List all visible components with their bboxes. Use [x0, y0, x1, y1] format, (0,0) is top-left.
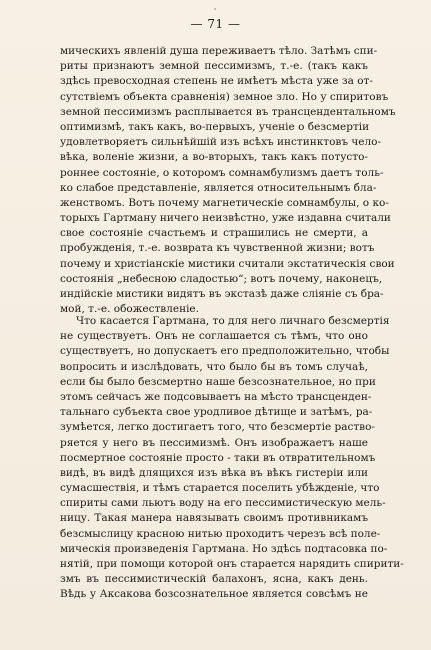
text-line: зумѣется, легко достигаетъ того, что безсмертіе раство-: [60, 421, 375, 434]
text-line: этомъ сейчасъ же подсовываетъ на мѣсто трансценден-: [60, 390, 372, 403]
text-line: женствомъ. Вотъ почему магнетическіе сомнамбулы, о ко-: [60, 196, 389, 209]
text-line: мическія произведенія Гартмана. Но здѣсь подтасовка по-: [60, 542, 388, 555]
text-line: пробужденія, т.-е. возврата къ чувственной жизни; вотъ: [60, 242, 375, 255]
text-line: нятій, при помощи которой онъ старается нарядить спирити-: [60, 558, 404, 570]
text-line: видѣ, въ видѣ длящихся изъ вѣка въ вѣкъ гистеріи или: [60, 466, 368, 479]
text-line: змъ въ пессимистическій балахонъ, ясна, какъ день.: [60, 573, 368, 586]
text-line: сумасшествія, и тѣмъ старается поселить убѣжденіе, что: [60, 482, 380, 495]
text-line: посмертное состояніе просто - таки въ отвратительномъ: [60, 451, 376, 464]
text-line: риты признаютъ земной пессимизмъ, т.-е. (такъ какъ: [60, 60, 368, 73]
text-line: состоянія „небесною сладостью“; вотъ почему, наконецъ,: [60, 272, 383, 285]
text-line: оптимизмѣ, такъ какъ, во-первыхъ, ученіе о безсмертіи: [60, 120, 370, 133]
text-line: почему и христіанскіе мистики считали экстатическія свои: [60, 257, 395, 270]
text-line: ряется у него въ пессимизмѣ. Онъ изображаетъ наше: [60, 436, 368, 449]
text-line: мическихъ явленій душа переживаетъ тѣло. Затѣмъ спи-: [60, 45, 378, 57]
text-line: сутствіемъ объекта сравненія) земное зло. Но у спиритовъ: [60, 90, 389, 103]
text-line: ко слабое представленіе, является относительнымъ бла-: [60, 181, 377, 194]
text-line: вопросить и изслѣдовать, что было бы въ томъ случаѣ,: [60, 360, 368, 373]
text-line: Вѣдь у Аксакова бозсознательное является совсѣмъ не: [60, 588, 368, 601]
paragraph-2: [60, 314, 404, 603]
text-line: ницу. Такая манера навязывать своимъ противникамъ: [60, 512, 368, 525]
text-line: индійскіе мистики видятъ въ экстазѣ даже сліяніе съ бра-: [60, 288, 384, 300]
text-line: если бы было безсмертно наше безсознательное, но при: [60, 375, 376, 388]
paragraph-1: [60, 44, 396, 317]
text-line: не существуетъ. Онъ не соглашается съ тѣмъ, что оно: [60, 330, 368, 343]
text-line: роннее состояніе, о которомъ сомнамбулизмъ даетъ толь-: [60, 166, 384, 179]
text-line: безсмыслицу красною нитью проходитъ черезъ всѣ поле-: [60, 527, 381, 540]
text-line: торыхъ Гартману ничего неизвѣстно, уже издавна считали: [60, 212, 391, 225]
text-line: тальнаго субъекта свое уродливое дѣтище и затѣмъ, ра-: [60, 406, 373, 419]
text-line: спириты сами льютъ воду на его пессимистическую мель-: [60, 497, 386, 510]
text-line: земной пессимизмъ расплывается въ трансцендентальномъ: [60, 105, 396, 118]
text-line: Что касается Гартмана, то для него личнаго безсмертія: [76, 315, 390, 327]
text-line: удовлетворяетъ сильнѣйшій изъ всѣхъ инстинктовъ чело-: [60, 136, 382, 149]
text-line: мой, т.-е. обожествленіе.: [60, 303, 199, 316]
text-line: вѣка, воленіе жизни, а во-вторыхъ, такъ какъ потусто-: [60, 151, 368, 164]
text-line: свое состояніе счастьемъ и страшились не смерти, а: [60, 227, 368, 240]
text-line: здѣсь превосходная степень не имѣетъ мѣста уже за от-: [60, 75, 373, 88]
paper-speck: [214, 8, 216, 10]
page-number: — 71 —: [190, 17, 241, 31]
text-line: существуетъ, но допускаетъ его предположительно, чтобы: [60, 345, 390, 358]
